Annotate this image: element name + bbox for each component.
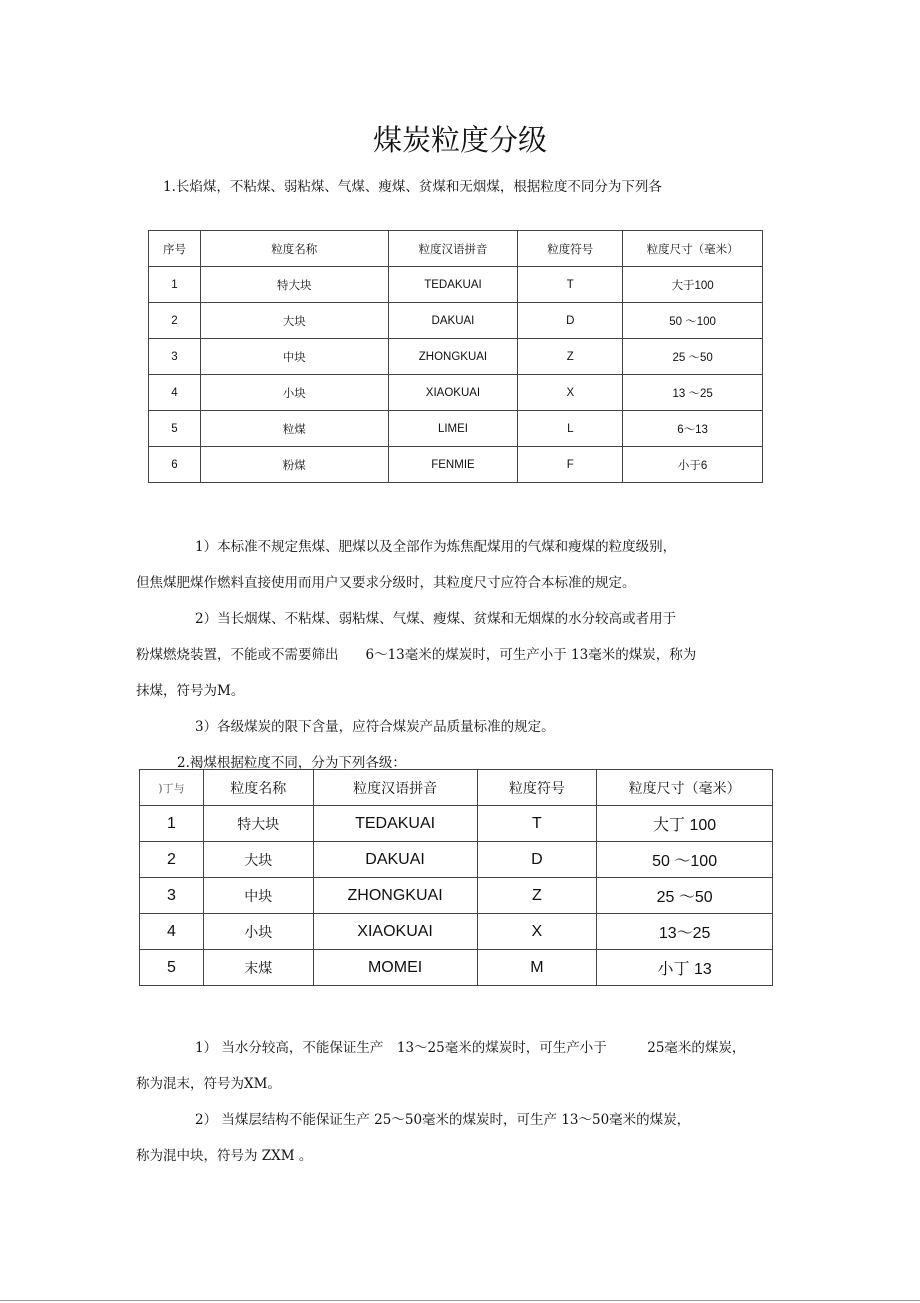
table-cell: TEDAKUAI [313, 806, 477, 842]
table-cell: F [518, 447, 623, 483]
table-row [149, 447, 763, 483]
header-cell: 粒度名称 [203, 770, 313, 806]
header-cell: 粒度尺寸（毫米） [597, 770, 773, 806]
table-cell: L [518, 411, 623, 447]
table-cell: 13～25 [597, 914, 773, 950]
note-2-line-1: 2）当长烟煤、不粘煤、弱粘煤、气煤、瘦煤、贫煤和无烟煤的水分较高或者用于 [195, 611, 677, 627]
table-cell: 小丁 13 [597, 950, 773, 986]
page-title: 煤炭粒度分级 [372, 123, 547, 157]
table-cell: Z [518, 339, 623, 375]
table-cell: M [477, 950, 597, 986]
table-cell: 中块 [203, 878, 313, 914]
table-cell: D [477, 842, 597, 878]
lignite-note-2-line-1: 2） 当煤层结构不能保证生产 25～50毫米的煤炭时，可生产 13～50毫米的煤炭， [195, 1112, 691, 1128]
table-cell: TEDAKUAI [388, 267, 518, 303]
page-bottom-rule [0, 1300, 920, 1301]
header-cell: 粒度符号 [477, 770, 597, 806]
table-cell: X [518, 375, 623, 411]
table-cell: Z [477, 878, 597, 914]
table-cell: D [518, 303, 623, 339]
table-cell: DAKUAI [313, 842, 477, 878]
section-1-heading: 1.长焰煤，不粘煤、弱粘煤、气煤、瘦煤、贫煤和无烟煤，根据粒度不同分为下列各 [163, 179, 662, 195]
section-2-heading: 2.褐煤根据粒度不同，分为下列各级： [177, 755, 406, 771]
table-cell: 50 ～100 [597, 842, 773, 878]
table-cell: 中块 [200, 339, 388, 375]
table-cell: 2 [149, 303, 201, 339]
header-cell: 粒度汉语拼音 [388, 231, 518, 267]
table-cell: 25 ～50 [623, 339, 763, 375]
header-cell: 粒度尺寸（毫米） [623, 231, 763, 267]
table-cell: 大丁 100 [597, 806, 773, 842]
table-row [140, 950, 773, 986]
table-cell: 6 [149, 447, 201, 483]
table-row [149, 411, 763, 447]
note-1-line-2: 但焦煤肥煤作燃料直接使用而用户又要求分级时，其粒度尺寸应符合本标准的规定。 [136, 575, 636, 591]
table-cell: DAKUAI [388, 303, 518, 339]
lignite-note-2-line-2: 称为混中块，符号为 ZXM 。 [136, 1148, 313, 1164]
table-cell: 1 [140, 806, 204, 842]
header-cell: 粒度汉语拼音 [313, 770, 477, 806]
table-row [140, 806, 773, 842]
table-cell: FENMIE [388, 447, 518, 483]
table-cell: 小块 [203, 914, 313, 950]
table-cell: MOMEI [313, 950, 477, 986]
table-cell: 粒煤 [200, 411, 388, 447]
table-cell: 25 ～50 [597, 878, 773, 914]
table-row [149, 375, 763, 411]
note-2-line-2: 粉煤燃烧装置，不能或不需要筛出 6～13毫米的煤炭时，可生产小于 13毫米的煤炭，称为 [136, 647, 697, 663]
table-cell: 大于100 [623, 267, 763, 303]
table-lignite-grades [139, 769, 773, 986]
table-cell: XIAOKUAI [388, 375, 518, 411]
table-row [140, 914, 773, 950]
table-cell: 13 ～25 [623, 375, 763, 411]
header-cell: 粒度符号 [518, 231, 623, 267]
note-3: 3）各级煤炭的限下含量，应符合煤炭产品质量标准的规定。 [195, 719, 555, 735]
table-cell: 4 [149, 375, 201, 411]
note-1-line-1: 1）本标准不规定焦煤、肥煤以及全部作为炼焦配煤用的气煤和瘦煤的粒度级别， [195, 539, 677, 555]
table-cell: 小于6 [623, 447, 763, 483]
table-cell: 50 ～100 [623, 303, 763, 339]
table-cell: T [477, 806, 597, 842]
header-cell: 序号 [149, 231, 201, 267]
table-cell: 末煤 [203, 950, 313, 986]
table-cell: 1 [149, 267, 201, 303]
table-cell: 大块 [200, 303, 388, 339]
table-cell: 大块 [203, 842, 313, 878]
table-row [140, 842, 773, 878]
table-cell: ZHONGKUAI [313, 878, 477, 914]
table-cell: 小块 [200, 375, 388, 411]
table-cell: 3 [140, 878, 204, 914]
table-cell: 粉煤 [200, 447, 388, 483]
note-2-line-3: 抹煤，符号为M。 [136, 683, 245, 699]
header-cell: 粒度名称 [200, 231, 388, 267]
lignite-note-1-line-1: 1） 当水分较高，不能保证生产 13～25毫米的煤炭时，可生产小于 25毫米的煤炭， [195, 1040, 746, 1056]
table-cell: 特大块 [200, 267, 388, 303]
table-cell: 3 [149, 339, 201, 375]
lignite-note-1-line-2: 称为混末，符号为XM。 [136, 1076, 281, 1092]
table-cell: X [477, 914, 597, 950]
table-cell: LIMEI [388, 411, 518, 447]
header-cell: )丁与 [140, 770, 204, 806]
table-cell: 5 [149, 411, 201, 447]
table-row [140, 878, 773, 914]
table-row [149, 339, 763, 375]
table-cell: 6～13 [623, 411, 763, 447]
table-header-row [149, 231, 763, 267]
table-cell: 特大块 [203, 806, 313, 842]
table-bituminous-grades [148, 230, 763, 483]
table-cell: XIAOKUAI [313, 914, 477, 950]
table-cell: 5 [140, 950, 204, 986]
table-row [149, 303, 763, 339]
table-cell: T [518, 267, 623, 303]
table-cell: 4 [140, 914, 204, 950]
table-row [149, 267, 763, 303]
table-header-row [140, 770, 773, 806]
table-cell: 2 [140, 842, 204, 878]
table-cell: ZHONGKUAI [388, 339, 518, 375]
